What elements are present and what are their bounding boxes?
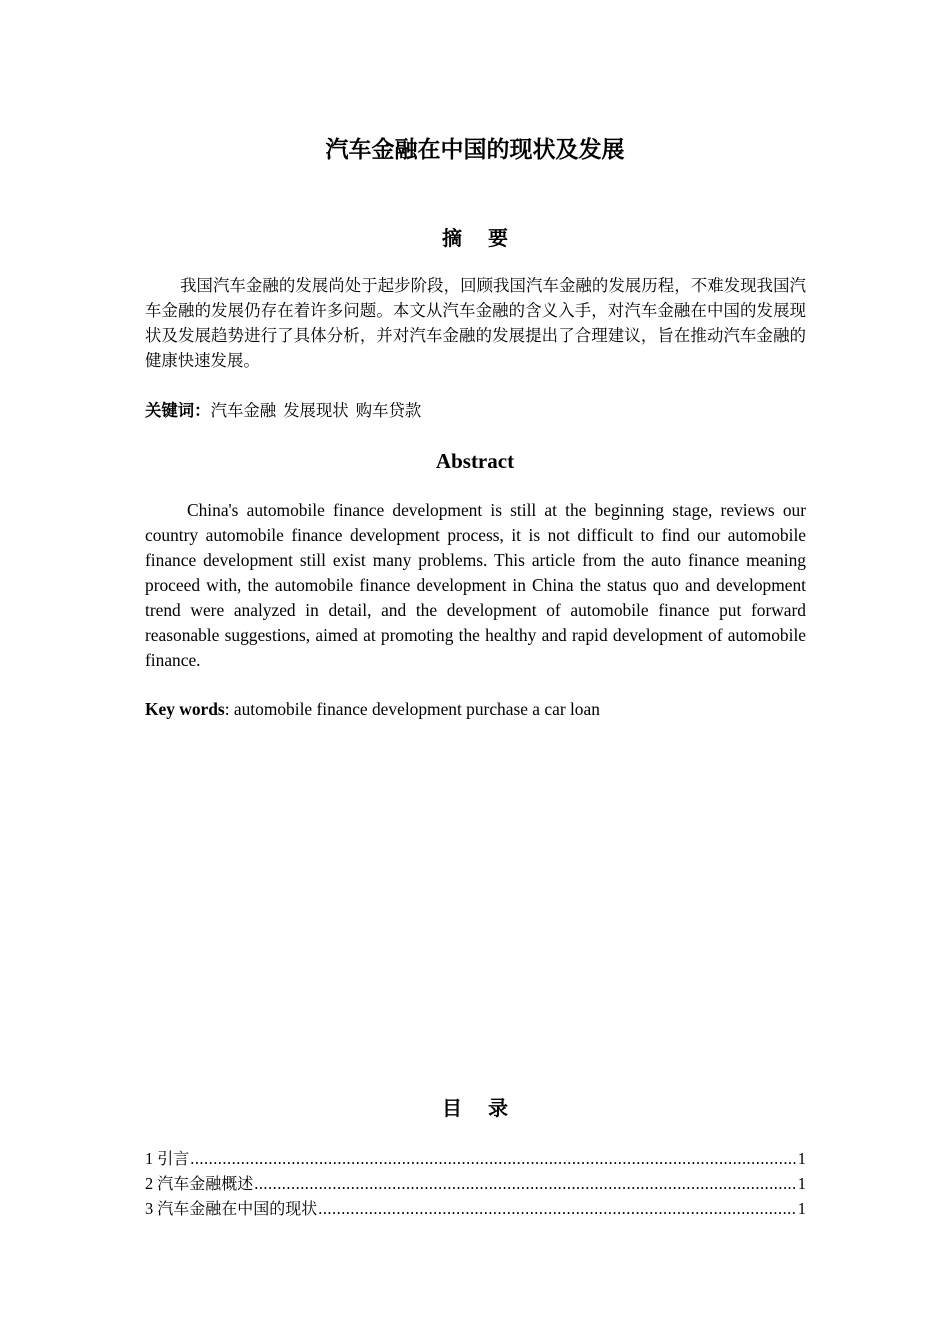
toc-entry-label: 引言 (157, 1149, 190, 1168)
toc-dot-leader (190, 1146, 797, 1171)
toc-entry-page: 1 (797, 1149, 806, 1168)
keyword-cn-term: 发展现状 (283, 401, 349, 420)
toc-dot-leader (318, 1196, 797, 1221)
keywords-cn (145, 398, 806, 423)
abstract-cn-heading-part1: 摘 (442, 226, 462, 250)
abstract-en-heading: Abstract (435, 449, 515, 473)
keywords-en-label: Key words (145, 699, 225, 719)
keywords-en-text: : automobile finance development purchase a car loan (224, 699, 600, 719)
document-title: 汽车金融在中国的现状及发展 (325, 137, 625, 163)
toc-entry-page: 1 (797, 1199, 806, 1218)
abstract-cn-body: 我国汽车金融的发展尚处于起步阶段，回顾我国汽车金融的发展历程，不难发现我国汽车金融的发展仍存在着许多问题。本文从汽车金融的含义入手，对汽车金融在中国的发展现状及发展趋势进行了具体分析，并对汽车金融的发展提出了合理建议，旨在推动汽车金融的健康快速发展。 (145, 276, 806, 370)
keywords-en (145, 697, 806, 722)
keyword-cn-term: 汽车金融 (210, 401, 277, 420)
toc-entry-number: 1 (145, 1149, 154, 1168)
toc-entry-number: 2 (145, 1174, 154, 1193)
toc-entry-number: 3 (145, 1199, 154, 1218)
abstract-en-body: China's automobile finance development is still at the beginning stage, reviews our country automobile finance development process, it is not difficult to find our automobile finance development still exist many problems. This article from the auto finance meaning proceed with, the automobile finance development in China the status quo and development trend were analyzed in detail, and the development of automobile finance put forward reasonable suggestions, aimed at promoting the healthy and rapid development of automobile finance. (145, 500, 806, 670)
toc-heading-part1: 目 (442, 1096, 462, 1120)
toc-dot-leader (254, 1171, 797, 1196)
toc-heading (0, 1094, 950, 1122)
table-of-contents (145, 1146, 806, 1221)
toc-entry-label: 汽车金融概述 (157, 1174, 254, 1193)
abstract-cn-heading-part2: 要 (488, 226, 508, 250)
keywords-cn-label: 关键词： (145, 401, 211, 420)
toc-entry-overview[interactable] (145, 1171, 806, 1196)
toc-entry-introduction[interactable] (145, 1146, 806, 1171)
toc-entry-page: 1 (797, 1174, 806, 1193)
toc-heading-part2: 录 (488, 1096, 508, 1120)
toc-entry-status-in-china[interactable] (145, 1196, 806, 1221)
keyword-cn-term: 购车贷款 (355, 401, 422, 420)
abstract-cn-heading (0, 224, 950, 252)
toc-entry-label: 汽车金融在中国的现状 (157, 1199, 318, 1218)
